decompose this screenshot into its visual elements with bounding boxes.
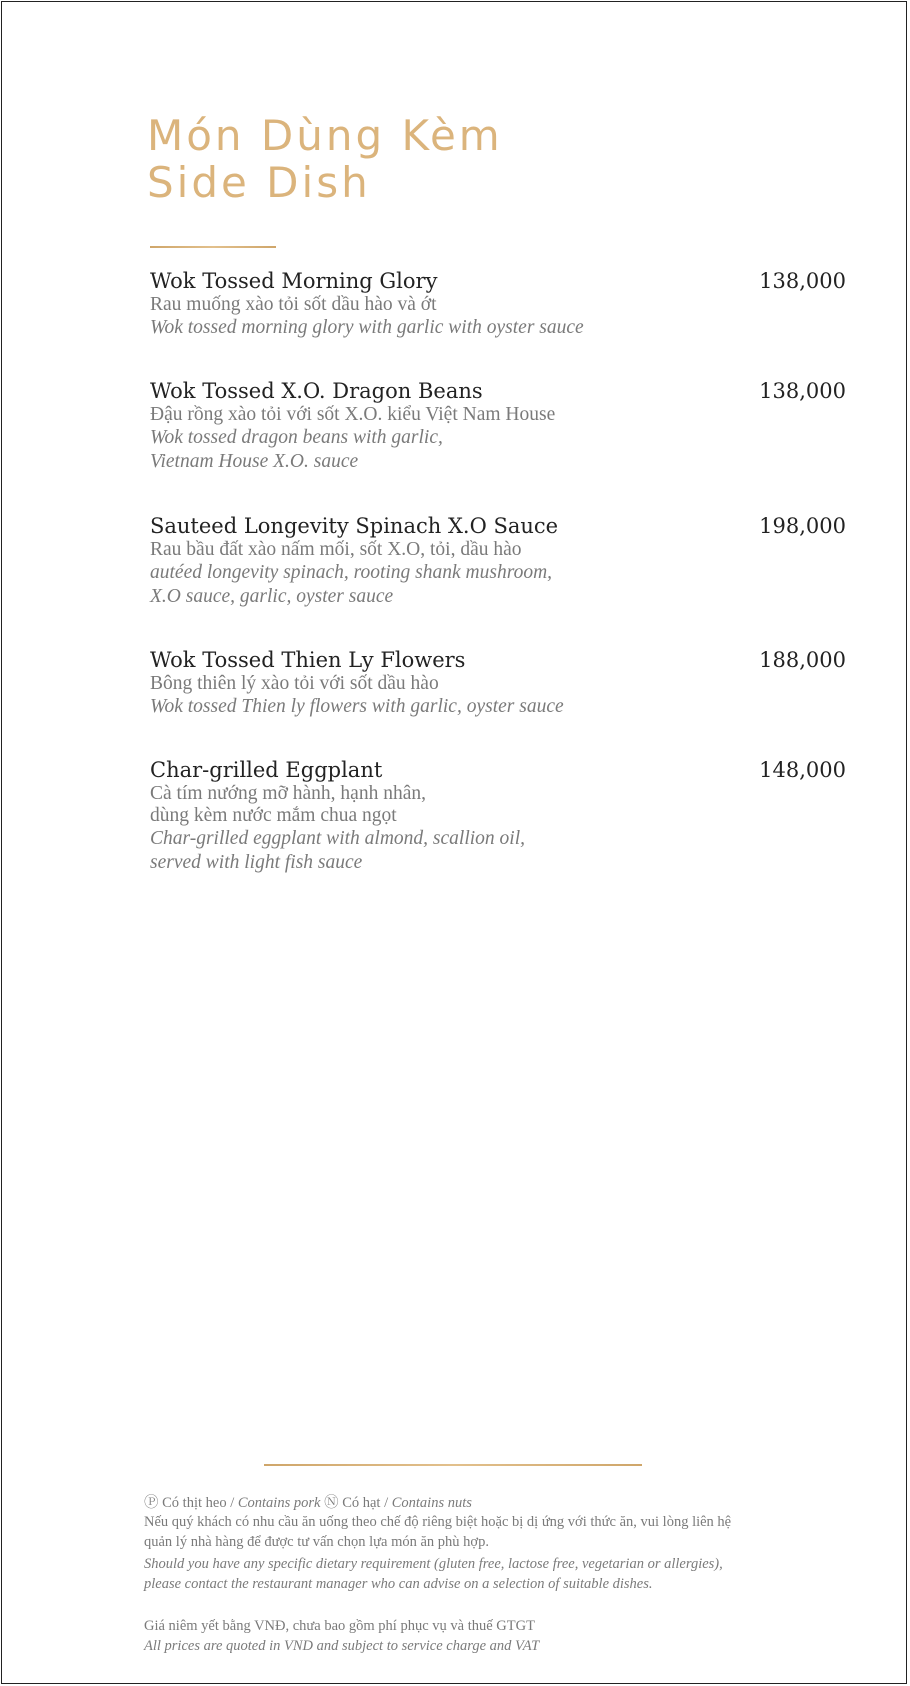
dish-item	[150, 647, 850, 719]
dish-name: Wok Tossed X.O. Dragon Beans	[150, 379, 483, 403]
dish-item	[150, 513, 850, 609]
dish-description-en: Wok tossed Thien ly flowers with garlic, oyster sauce	[150, 696, 564, 717]
allergen-legend	[144, 1494, 844, 1512]
price-note	[144, 1616, 844, 1656]
dietary-note-en: Should you have any specific dietary requirement (gluten free, lactose free, vegetarian or allergies), please contact the restaurant manager who can advise on a selection of suitable dishes.	[144, 1556, 723, 1592]
dish-description-en: Char-grilled eggplant with almond, scallion oil, served with light fish sauce	[150, 828, 525, 873]
dish-name: Char-grilled Eggplant	[150, 758, 383, 782]
dish-description-en: Wok tossed morning glory with garlic with oyster sauce	[150, 317, 584, 338]
dish-item	[150, 268, 850, 340]
dietary-note-vi: Nếu quý khách có nhu cầu ăn uống theo chế độ riêng biệt hoặc bị dị ứng với thức ăn, vui lòng liên hệ quản lý nhà hàng để được tư vấn chọn lựa món ăn phù hợp.	[144, 1514, 732, 1550]
dish-description-vi: Cà tím nướng mỡ hành, hạnh nhân, dùng kèm nước mắm chua ngọt	[150, 783, 426, 826]
price-note-en: All prices are quoted in VND and subject to service charge and VAT	[144, 1638, 540, 1654]
dish-price: 198,000	[759, 514, 846, 538]
nuts-icon: Ⓝ	[324, 1495, 339, 1511]
dish-price: 138,000	[759, 269, 846, 293]
dish-item	[150, 378, 850, 474]
dish-description-en: Wok tossed dragon beans with garlic, Vietnam House X.O. sauce	[150, 427, 443, 472]
footer-divider	[264, 1464, 642, 1466]
pork-label-en: Contains pork	[237, 1495, 321, 1511]
title-divider	[150, 246, 276, 248]
dish-item	[150, 757, 850, 875]
pork-icon: Ⓟ	[144, 1495, 159, 1511]
dish-description-en: autéed longevity spinach, rooting shank mushroom, X.O sauce, garlic, oyster sauce	[150, 562, 553, 607]
title-english: Side Dish	[147, 158, 371, 207]
footer-notes	[144, 1494, 844, 1656]
nuts-label-en: Contains nuts	[391, 1495, 472, 1511]
dish-description-vi: Rau muống xào tỏi sốt dầu hào và ớt	[150, 294, 437, 315]
dish-name: Wok Tossed Thien Ly Flowers	[150, 648, 466, 672]
dish-price: 188,000	[759, 648, 846, 672]
pork-label-vi: Có thịt heo /	[162, 1495, 235, 1511]
nuts-label-vi: Có hạt /	[342, 1495, 389, 1511]
dish-name: Wok Tossed Morning Glory	[150, 269, 438, 293]
title-vietnamese: Món Dùng Kèm	[147, 111, 503, 160]
page-title	[147, 112, 503, 206]
dish-description-vi: Đậu rồng xào tỏi với sốt X.O. kiểu Việt Nam House	[150, 404, 556, 425]
dish-price: 148,000	[759, 758, 846, 782]
dish-name: Sauteed Longevity Spinach X.O Sauce	[150, 514, 559, 538]
price-note-vi: Giá niêm yết bằng VNĐ, chưa bao gồm phí phục vụ và thuế GTGT	[144, 1618, 535, 1634]
dish-price: 138,000	[759, 379, 846, 403]
dish-description-vi: Bông thiên lý xào tỏi với sốt dầu hào	[150, 673, 439, 694]
dish-description-vi: Rau bầu đất xào nấm mối, sốt X.O, tỏi, dầu hào	[150, 539, 522, 560]
